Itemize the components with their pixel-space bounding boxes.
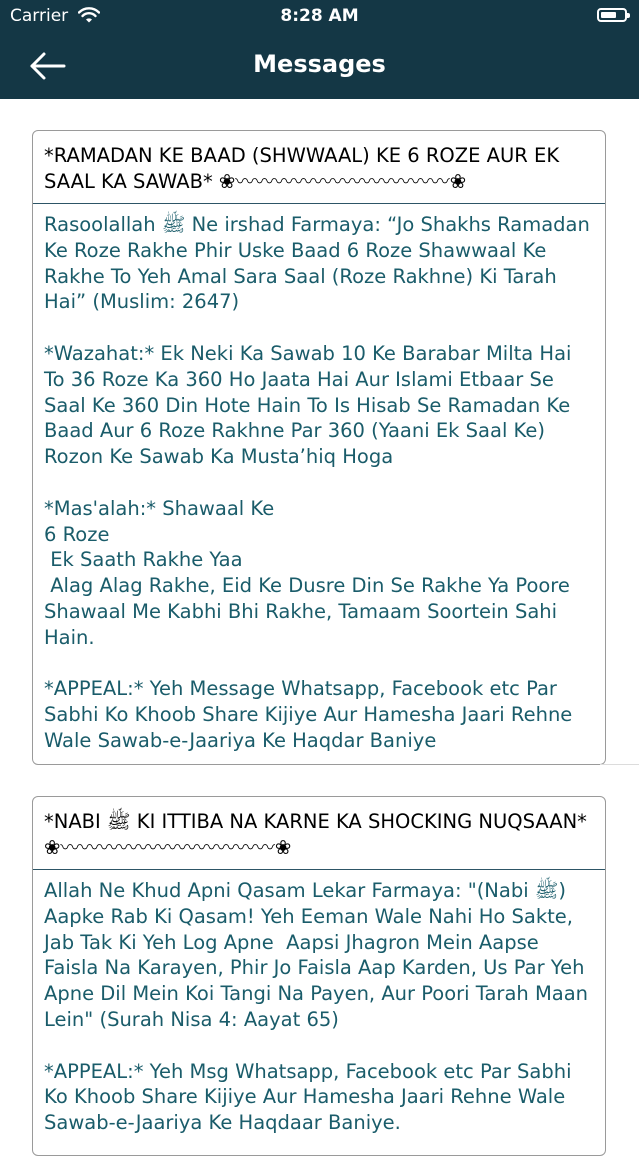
message-paragraph: *APPEAL:* Yeh Message Whatsapp, Facebook etc Par Sabhi Ko Khoob Share Kijiye Aur Hamesha Jaari Rehne Wale Sawab-e-Jaariya Ke Haqdar Baniye	[44, 677, 579, 752]
clock: 8:28 AM	[280, 6, 359, 26]
battery-icon	[597, 8, 627, 22]
message-title: *RAMADAN KE BAAD (SHWWAAL) KE 6 ROZE AUR EK SAAL KA SAWAB* ❀〰〰〰〰〰〰〰〰〰〰〰❀	[33, 131, 605, 204]
message-card[interactable]	[32, 130, 606, 765]
message-title: *NABI ﷺ KI ITTIBA NA KARNE KA SHOCKING NUQSAAN* ❀〰〰〰〰〰〰〰〰〰〰〰❀	[33, 797, 605, 870]
message-paragraph: *Mas'alah:* Shawaal Ke 6 Roze Ek Saath Rakhe Yaa Alag Alag Rakhe, Eid Ke Dusre Din Se Rakhe Ya Poore Shawaal Me Kabhi Bhi Rakhe, Tamaam Soortein Sahi Hain.	[44, 496, 570, 649]
status-bar	[0, 0, 639, 34]
message-body	[33, 870, 605, 1146]
message-paragraph: Allah Ne Khud Apni Qasam Lekar Farmaya: "(Nabi ﷺ) Aapke Rab Ki Qasam! Yeh Eeman Wale Nahi Ho Sakte, Jab Tak Ki Yeh Log Apne Aapsi Jhagron Mein Aapse Faisla Na Karayen, Phir Jo Faisla Aap Karden, Us Par Yeh Apne Dil Mein Koi Tangi Na Payen, Aur Poori Tarah Maan Lein" (Surah Nisa 4: Aayat 65)	[44, 879, 595, 1031]
carrier-label: Carrier	[10, 6, 69, 26]
message-paragraph: *APPEAL:* Yeh Msg Whatsapp, Facebook etc Par Sabhi Ko Khoob Share Kijiye Aur Hamesha Jaari Rehne Wale Sawab-e-Jaariya Ke Haqdaar Baniye.	[44, 1059, 578, 1135]
message-paragraph: *Wazahat:* Ek Neki Ka Sawab 10 Ke Barabar Milta Hai To 36 Roze Ka 360 Ho Jaata Hai Aur Islami Etbaar Se Saal Ke 360 Din Hote Hain To Is Hisab Se Ramadan Ke Baad Aur 6 Roze Rakhne Par 360 (Yaani Ek Saal Ke) Rozon Ke Sawab Ka Musta’hiq Hoga	[44, 341, 578, 469]
nav-header	[0, 0, 639, 99]
message-card[interactable]	[32, 796, 606, 1156]
page-title: Messages	[253, 50, 386, 78]
message-body	[33, 204, 605, 764]
divider	[600, 764, 639, 765]
message-paragraph: Rasoolallah ﷺ Ne irshad Farmaya: “Jo Shakhs Ramadan Ke Roze Rakhe Phir Uske Baad 6 Roze Shawwaal Ke Rakhe To Yeh Amal Sara Saal (Roze Rakhne) Ki Tarah Hai” (Muslim: 2647)	[44, 213, 597, 314]
